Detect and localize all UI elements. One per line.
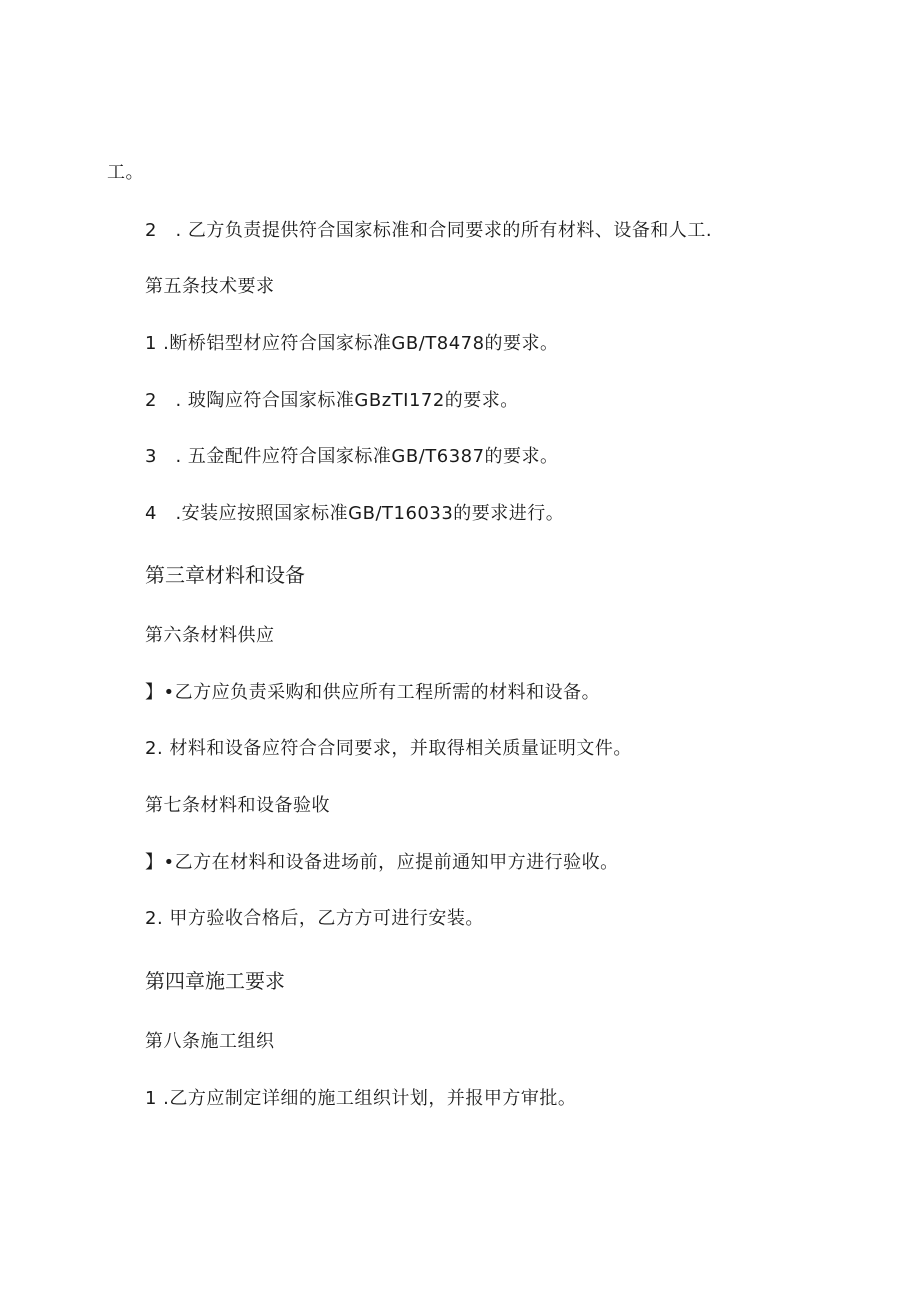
article-8-item-1: 1 .乙方应制定详细的施工组织计划，并报甲方审批。	[145, 1088, 577, 1109]
clause-4-item-2: 2 . 乙方负责提供符合国家标准和合同要求的所有材料、设备和人工.	[145, 220, 713, 241]
article-5-item-2: 2 . 玻陶应符合国家标准GBzTI172的要求。	[145, 390, 519, 411]
article-6-item-1: 】•乙方应负责采购和供应所有工程所需的材料和设备。	[145, 682, 601, 703]
article-8-title: 第八条施工组织	[145, 1031, 275, 1052]
article-5-item-1: 1 .断桥铝型材应符合国家标准GB/T8478的要求。	[145, 333, 559, 354]
article-7-item-1: 】•乙方在材料和设备进场前，应提前通知甲方进行验收。	[145, 852, 619, 873]
paragraph-continuation: 工。	[107, 162, 144, 183]
article-5-title: 第五条技术要求	[145, 276, 275, 297]
chapter-4-heading: 第四章施工要求	[145, 969, 285, 993]
article-5-item-3: 3 . 五金配件应符合国家标准GB/T6387的要求。	[145, 446, 559, 467]
chapter-3-heading: 第三章材料和设备	[145, 563, 305, 587]
article-7-title: 第七条材料和设备验收	[145, 795, 330, 816]
article-5-item-4: 4 .安装应按照国家标准GB/T16033的要求进行。	[145, 503, 565, 524]
article-7-item-2: 2. 甲方验收合格后，乙方方可进行安装。	[145, 908, 484, 929]
article-6-item-2: 2. 材料和设备应符合合同要求，并取得相关质量证明文件。	[145, 738, 632, 759]
article-6-title: 第六条材料供应	[145, 625, 275, 646]
